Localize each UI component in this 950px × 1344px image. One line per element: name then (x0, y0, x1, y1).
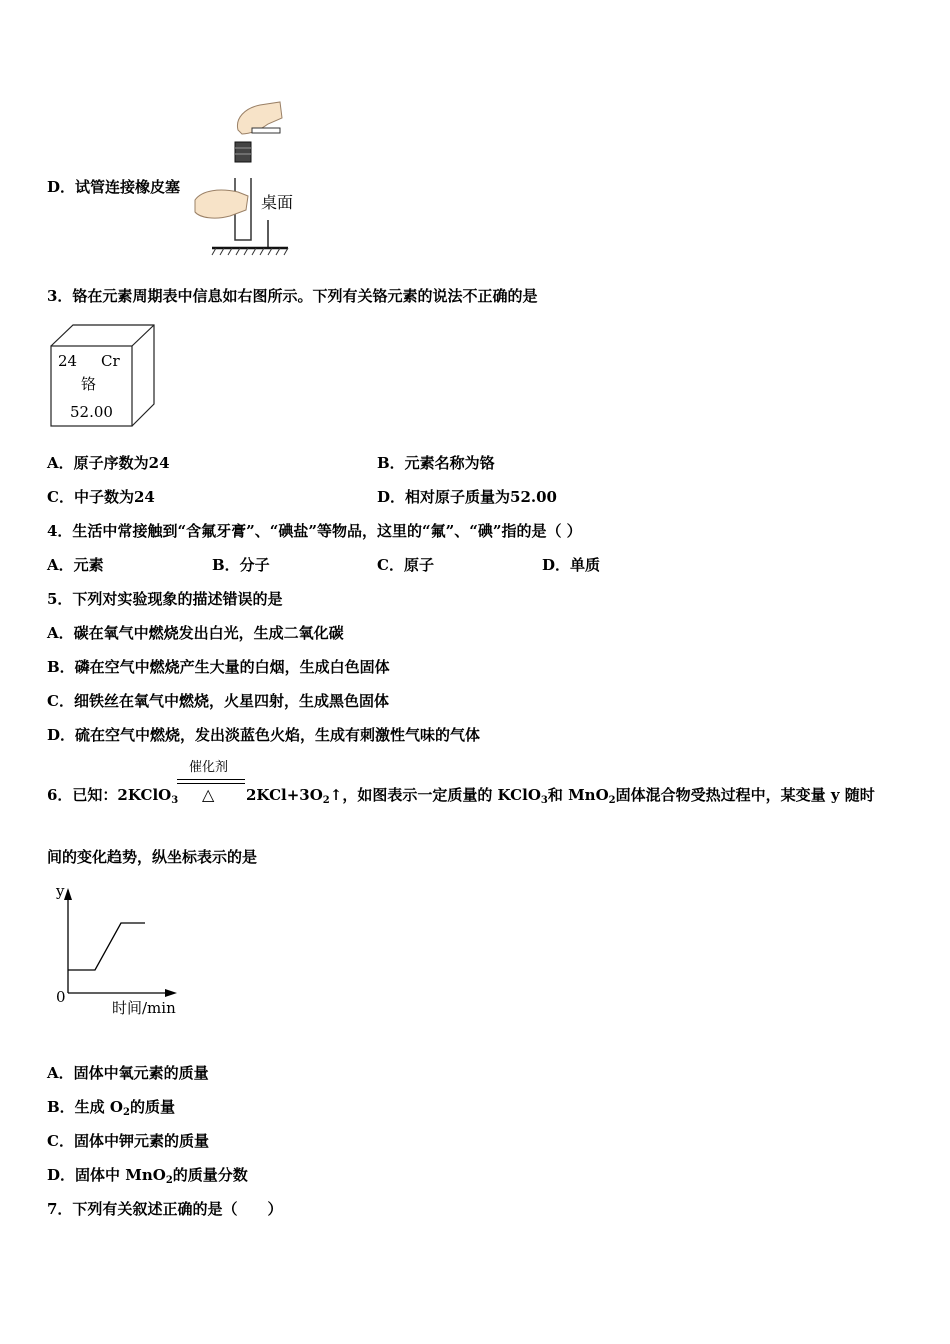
q7-stem: 7．下列有关叙述正确的是（ ） (47, 1200, 283, 1218)
q6-tail: 固体混合物受热过程中，某变量 y 随时 (615, 786, 875, 804)
q5-option-a: A．碳在氧气中燃烧发出白光，生成二氧化碳 (47, 624, 344, 642)
q6-sub-2b: 2 (608, 795, 616, 806)
graph-x-label: 时间/min (112, 999, 176, 1017)
q4-option-b: B．分子 (212, 556, 270, 574)
q6-option-d-sub: 2 (165, 1175, 173, 1186)
q2-option-d: D．试管连接橡皮塞 (47, 178, 181, 196)
q6-stem-line1 (47, 786, 178, 810)
q6-arrow-tail: ↑，如图表示一定质量的 KClO (329, 786, 541, 804)
q6-option-b-sub: 2 (122, 1107, 130, 1118)
test-tube-stopper-figure (190, 100, 300, 260)
q6-prefix: 6．已知：2KClO (47, 786, 172, 804)
q6-stem-line2: 间的变化趋势，纵坐标表示的是 (47, 848, 258, 866)
q6-option-d-post: 的质量分数 (172, 1166, 248, 1184)
q6-option-b (47, 1098, 175, 1122)
q5-option-d: D．硫在空气中燃烧，发出淡蓝色火焰，生成有刺激性气味的气体 (47, 726, 481, 744)
q5-option-b: B．磷在空气中燃烧产生大量的白烟，生成白色固体 (47, 658, 390, 676)
catalyst-label: 催化剂 (189, 760, 229, 775)
heat-symbol: △ (202, 785, 215, 804)
q3-option-a: A．原子序数为24 (47, 454, 170, 472)
reaction-double-line (177, 779, 245, 784)
q3-option-b: B．元素名称为铬 (377, 454, 495, 472)
table-surface-label: 桌面 (261, 193, 294, 212)
y-time-graph (45, 878, 195, 1018)
q6-products: 2KCl+3O (246, 786, 323, 804)
element-atomic-mass: 52.00 (70, 403, 113, 421)
q5-stem: 5．下列对实验现象的描述错误的是 (47, 590, 283, 608)
q4-stem: 4．生活中常接触到“含氟牙膏”、“碘盐”等物品，这里的“氟”、“碘”指的是（ ） (47, 522, 582, 540)
q3-stem: 3．铬在元素周期表中信息如右图所示。下列有关铬元素的说法不正确的是 (47, 287, 538, 305)
q6-option-d (47, 1166, 248, 1190)
element-symbol: Cr (101, 352, 120, 370)
graph-origin-label: 0 (56, 988, 66, 1006)
graph-y-label: y (56, 882, 65, 900)
q5-option-c: C．细铁丝在氧气中燃烧，火星四射，生成黑色固体 (47, 692, 389, 710)
q3-option-c: C．中子数为24 (47, 488, 155, 506)
q6-sub-3b: 3 (540, 795, 548, 806)
q6-option-d-pre: D．固体中 MnO (47, 1166, 166, 1184)
q6-option-c: C．固体中钾元素的质量 (47, 1132, 209, 1150)
q6-option-b-post: 的质量 (129, 1098, 175, 1116)
q6-sub-2a: 2 (322, 795, 330, 806)
q3-option-d: D．相对原子质量为52.00 (377, 488, 557, 506)
q4-option-a: A．元素 (47, 556, 104, 574)
q6-option-a: A．固体中氧元素的质量 (47, 1064, 209, 1082)
q4-option-d: D．单质 (542, 556, 601, 574)
q6-option-b-pre: B．生成 O (47, 1098, 123, 1116)
q6-stem-line1-rest (246, 786, 875, 810)
q4-option-c: C．原子 (377, 556, 434, 574)
element-atomic-number: 24 (58, 352, 78, 370)
q6-sub-3: 3 (171, 795, 179, 806)
q6-mid: 和 MnO (547, 786, 609, 804)
element-name: 铬 (81, 375, 97, 393)
